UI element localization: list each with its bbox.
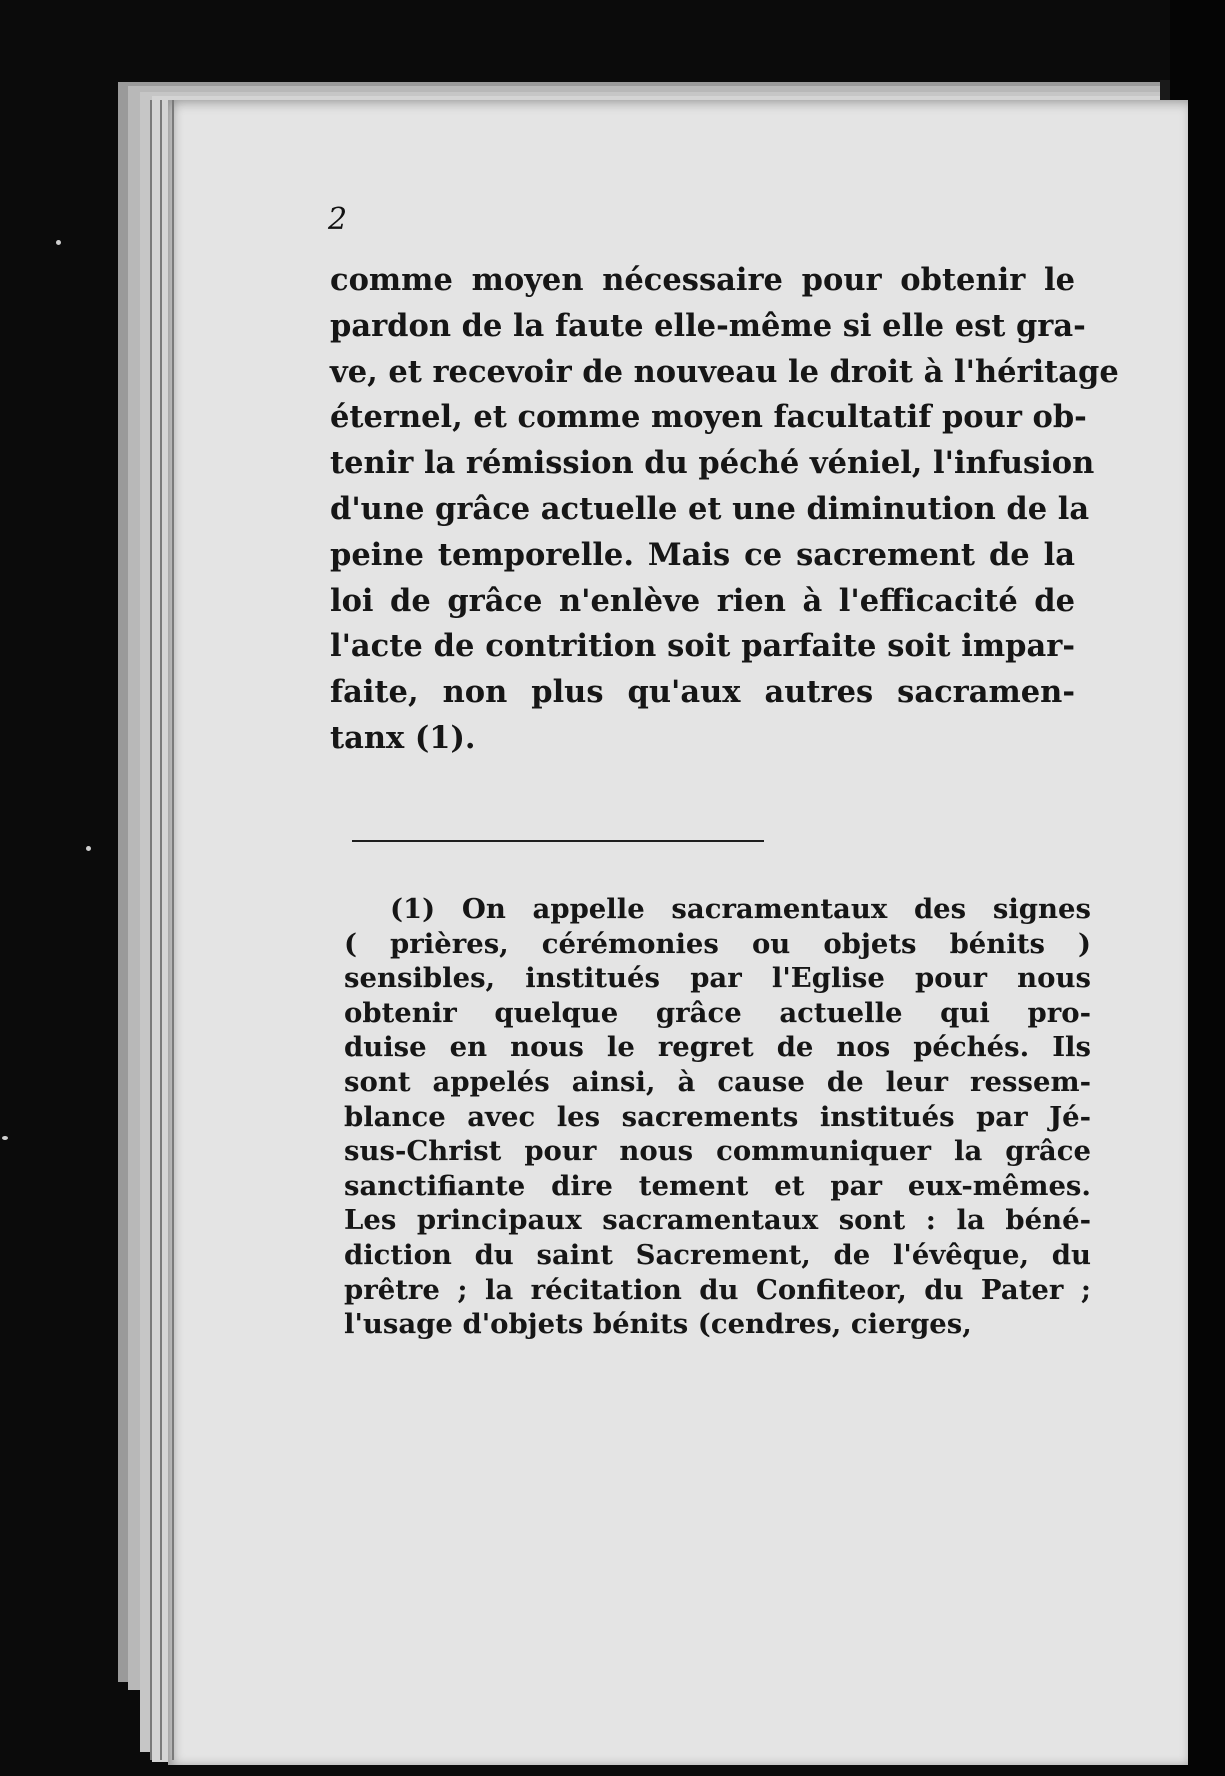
footnote-line: diction du saint Sacrement, de l'évêque, du [344, 1238, 1091, 1271]
footnote-line: sanctifiante dire tement et par eux-mêmes. [344, 1169, 1091, 1202]
footnote-line: obtenir quelque grâce actuelle qui pro- [344, 996, 1091, 1029]
dust-speck [86, 846, 91, 851]
body-line: loi de grâce n'enlève rien à l'efficacité de [330, 582, 1075, 619]
footnote-line: prêtre ; la récitation du Confiteor, du Pater ; [344, 1273, 1091, 1306]
body-line: faite, non plus qu'aux autres sacramen- [330, 674, 1075, 711]
body-line: d'une grâce actuelle et une diminution de la [330, 490, 1090, 527]
dust-speck [56, 240, 61, 245]
body-paragraph [330, 258, 1119, 762]
dust-speck [2, 1136, 8, 1140]
footnote-separator [352, 840, 764, 842]
footnote-line: l'usage d'objets bénits (cendres, cierges, [344, 1308, 972, 1341]
body-line: peine temporelle. Mais ce sacrement de la [330, 536, 1075, 573]
body-line: pardon de la faute elle-même si elle est gra- [330, 307, 1086, 344]
footnote-line: blance avec les sacrements institués par Jé- [344, 1100, 1091, 1133]
body-line: tenir la rémission du péché véniel, l'infusion [330, 445, 1095, 482]
body-line: l'acte de contrition soit parfaite soit impar- [330, 628, 1075, 665]
footnote-line: Les principaux sacramentaux sont : la béné- [344, 1204, 1091, 1237]
footnote-line: sont appelés ainsi, à cause de leur ressem- [344, 1065, 1091, 1098]
body-line: tanx (1). [330, 719, 476, 756]
footnote-line: sus-Christ pour nous communiquer la grâce [344, 1135, 1091, 1168]
page-edge-line [150, 100, 152, 1760]
footnote-line: duise en nous le regret de nos péchés. Ils [344, 1031, 1091, 1064]
footnote [344, 892, 1091, 1342]
footnote-line: ( prières, cérémonies ou objets bénits ) [344, 927, 1091, 960]
footnote-line: (1) On appelle sacramentaux des signes [390, 893, 1091, 925]
body-line: éternel, et comme moyen facultatif pour ob- [330, 399, 1087, 436]
body-line: comme moyen nécessaire pour obtenir le [330, 262, 1075, 298]
page-edge-line [172, 100, 174, 1760]
page-number: 2 [328, 202, 348, 237]
footnote-line: sensibles, institués par l'Eglise pour nous [344, 962, 1091, 995]
page-edge-line [160, 100, 162, 1760]
body-line: ve, et recevoir de nouveau le droit à l'héritage [330, 353, 1119, 390]
